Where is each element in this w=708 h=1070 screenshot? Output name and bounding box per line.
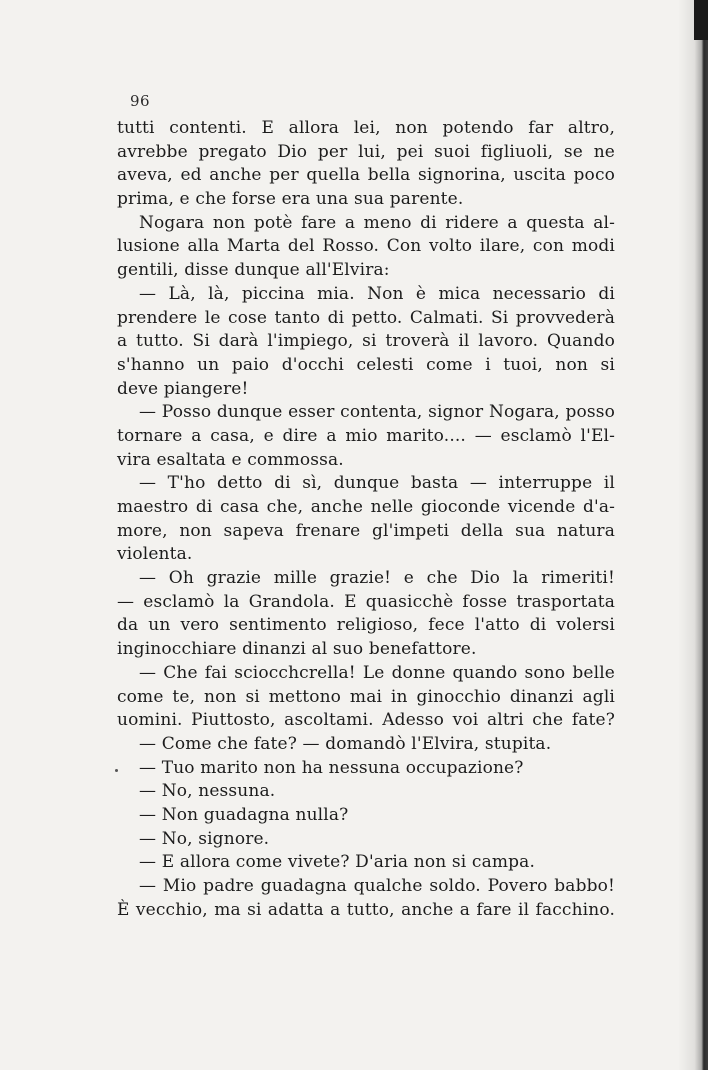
text-line: violenta.: [117, 544, 193, 565]
text-line: uomini. Piuttosto, ascoltami. Adesso voi altri che fate?: [117, 710, 615, 731]
text-line: — T'ho detto di sì, dunque basta — interruppe il: [139, 473, 615, 494]
text-line: maestro di casa che, anche nelle gioconde vicende d'a-: [117, 497, 615, 517]
text-line: — E allora come vivete? D'aria non si campa.: [139, 852, 536, 873]
text-line: aveva, ed anche per quella bella signorina, uscita poco: [117, 165, 615, 186]
text-line: — Oh grazie mille grazie! e che Dio la rimeriti!: [139, 568, 615, 589]
text-line: prima, e che forse era una sua parente.: [117, 189, 464, 210]
text-line: vira esaltata e commossa.: [117, 449, 344, 470]
text-line: prendere le cose tanto di petto. Calmati. Si provvederà: [117, 307, 615, 328]
text-line: more, non sapeva frenare gl'impeti della sua natura: [117, 520, 615, 541]
text-line: lusione alla Marta del Rosso. Con volto ilare, con modi: [117, 236, 615, 257]
text-line: — Là, là, piccina mia. Non è mica necessario di: [139, 283, 615, 304]
text-line: — No, nessuna.: [139, 781, 276, 802]
text-line: inginocchiare dinanzi al suo benefattore.: [117, 639, 477, 660]
text-line: a tutto. Si darà l'impiego, si troverà il lavoro. Quando: [117, 331, 615, 352]
binding-mark: [694, 0, 708, 40]
page-edge-shadow: [678, 0, 708, 1070]
text-line: da un vero sentimento religioso, fece l'atto di volersi: [117, 615, 615, 636]
text-line: s'hanno un paio d'occhi celesti come i tuoi, non si: [117, 354, 615, 375]
text-line: — No, signore.: [139, 828, 270, 849]
text-line: gentili, disse dunque all'Elvira:: [117, 260, 390, 281]
text-line: avrebbe pregato Dio per lui, pei suoi figliuoli, se ne: [117, 141, 615, 162]
text-line: — Posso dunque esser contenta, signor Nogara, posso: [139, 402, 615, 423]
body-text: [117, 117, 615, 922]
text-line: — Come che fate? — domandò l'Elvira, stupita.: [139, 733, 552, 754]
text-line: Nogara non potè fare a meno di ridere a questa al-: [139, 212, 615, 233]
text-line: È vecchio, ma si adatta a tutto, anche a fare il facchino.: [117, 899, 615, 920]
text-line: — Tuo marito non ha nessuna occupazione?: [117, 757, 615, 781]
text-line: — esclamò la Grandola. E quasicchè fosse trasportata: [117, 591, 615, 612]
text-line: tutti contenti. E allora lei, non potendo far altro,: [117, 118, 615, 138]
text-line: come te, non si mettono mai in ginocchio dinanzi agli: [117, 686, 615, 707]
text-line: deve piangere!: [117, 378, 249, 399]
text-line: — Non guadagna nulla?: [139, 804, 349, 825]
text-line: — Che fai sciocchcrella! Le donne quando sono belle: [139, 662, 615, 683]
page-number: 96: [130, 92, 151, 110]
text-line: — Mio padre guadagna qualche soldo. Povero babbo!: [139, 876, 615, 896]
text-line: tornare a casa, e dire a mio marito.... — esclamò l'El-: [117, 425, 615, 446]
